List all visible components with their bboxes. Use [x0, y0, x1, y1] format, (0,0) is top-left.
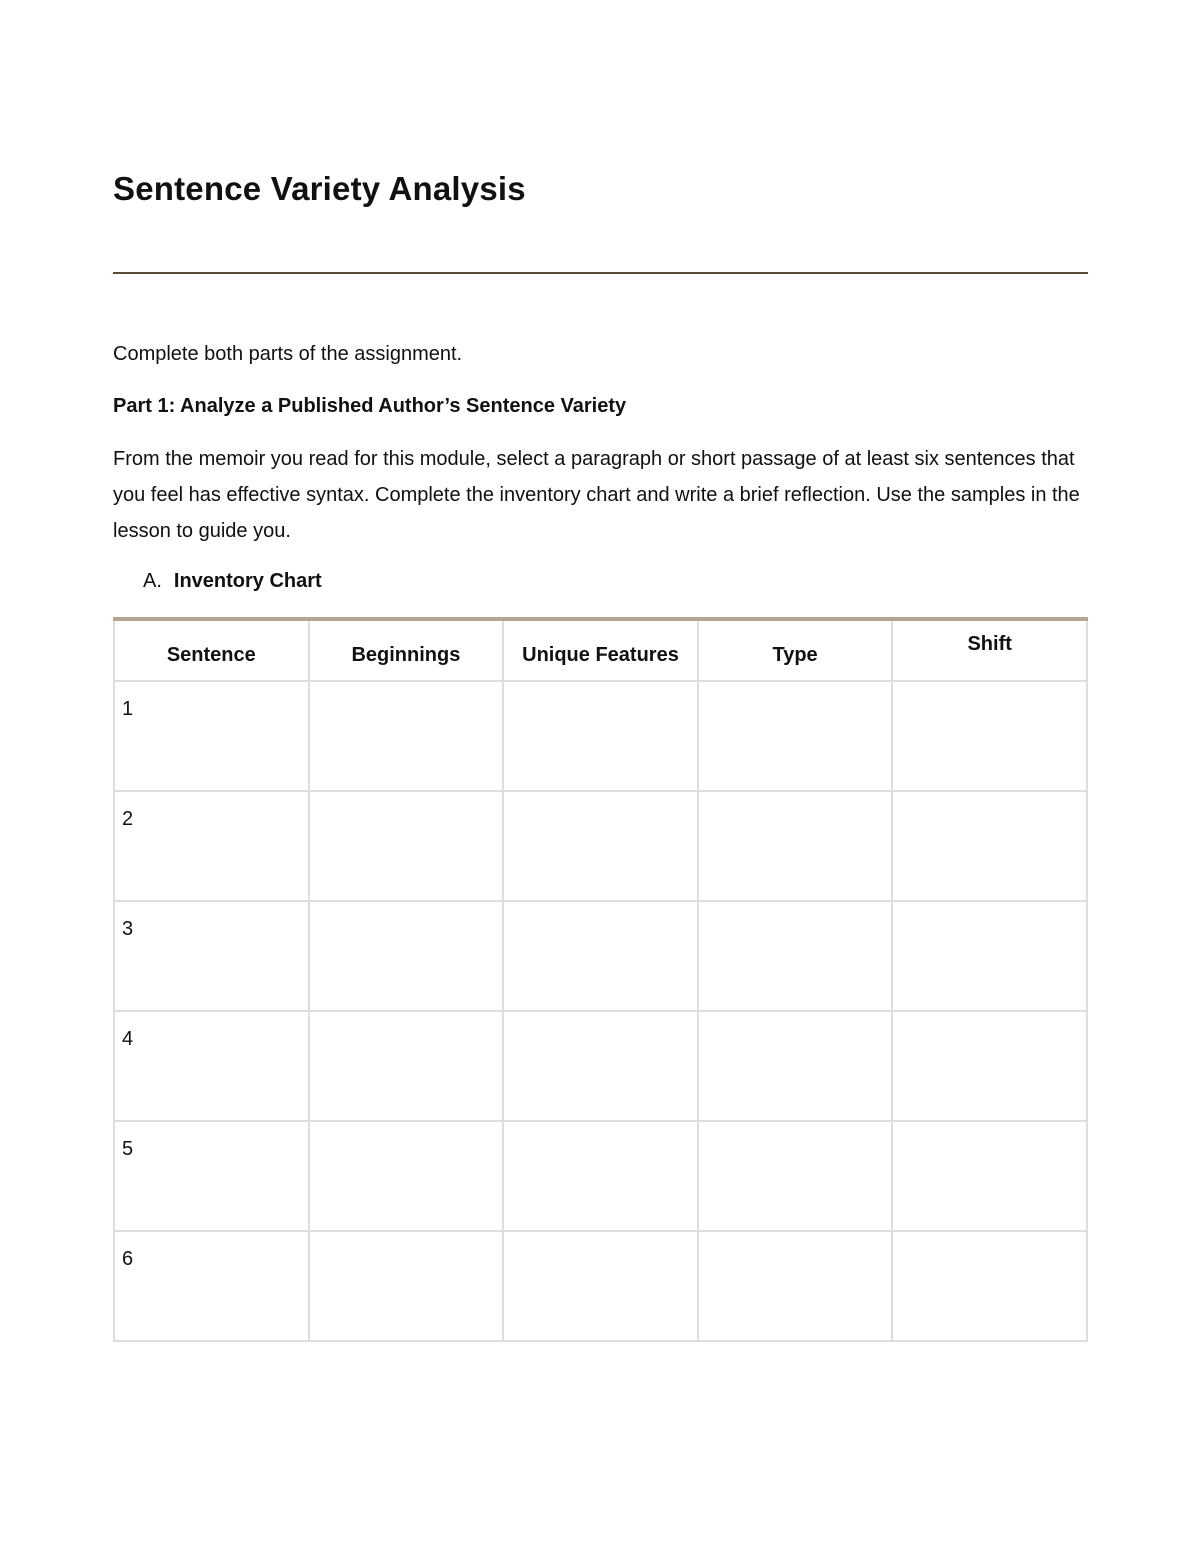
section-a-heading [143, 570, 322, 593]
part1-heading: Part 1: Analyze a Published Author’s Sentence Variety [113, 395, 627, 417]
unique-features-cell[interactable] [503, 681, 698, 791]
header-beginnings: Beginnings [309, 619, 504, 681]
table-header-row [114, 619, 1087, 681]
shift-cell[interactable] [892, 1121, 1087, 1231]
shift-cell[interactable] [892, 901, 1087, 1011]
table-row [114, 681, 1087, 791]
shift-cell[interactable] [892, 1231, 1087, 1341]
section-a-title: Inventory Chart [173, 570, 322, 592]
sentence-number-cell[interactable]: 2 [114, 791, 309, 901]
beginnings-cell[interactable] [309, 791, 504, 901]
table-row [114, 901, 1087, 1011]
shift-cell[interactable] [892, 1011, 1087, 1121]
table-row [114, 1011, 1087, 1121]
unique-features-cell[interactable] [503, 901, 698, 1011]
beginnings-cell[interactable] [309, 1121, 504, 1231]
page-title: Sentence Variety Analysis [113, 170, 526, 207]
beginnings-cell[interactable] [309, 1231, 504, 1341]
type-cell[interactable] [698, 681, 893, 791]
unique-features-cell[interactable] [503, 1011, 698, 1121]
sentence-number-cell[interactable]: 4 [114, 1011, 309, 1121]
table-row [114, 1121, 1087, 1231]
type-cell[interactable] [698, 791, 893, 901]
shift-cell[interactable] [892, 681, 1087, 791]
table-row [114, 1231, 1087, 1341]
shift-cell[interactable] [892, 791, 1087, 901]
type-cell[interactable] [698, 1011, 893, 1121]
table-row [114, 791, 1087, 901]
type-cell[interactable] [698, 901, 893, 1011]
title-divider [113, 272, 1088, 274]
type-cell[interactable] [698, 1231, 893, 1341]
header-shift: Shift [892, 619, 1087, 681]
intro-text: Complete both parts of the assignment. [113, 343, 463, 365]
part1-instructions: From the memoir you read for this module, select a paragraph or short passage of at least six sentences that you feel has effective syntax. Complete the inventory chart and write a brief reflection. Use the samples in the lesson to guide you. [113, 448, 1080, 542]
sentence-number-cell[interactable]: 6 [114, 1231, 309, 1341]
unique-features-cell[interactable] [503, 1231, 698, 1341]
inventory-chart-table [113, 617, 1088, 1342]
header-unique-features: Unique Features [503, 619, 698, 681]
section-a-letter: A. [143, 570, 162, 592]
sentence-number-cell[interactable]: 5 [114, 1121, 309, 1231]
header-sentence: Sentence [114, 619, 309, 681]
type-cell[interactable] [698, 1121, 893, 1231]
beginnings-cell[interactable] [309, 1011, 504, 1121]
beginnings-cell[interactable] [309, 901, 504, 1011]
header-type: Type [698, 619, 893, 681]
unique-features-cell[interactable] [503, 1121, 698, 1231]
sentence-number-cell[interactable]: 3 [114, 901, 309, 1011]
beginnings-cell[interactable] [309, 681, 504, 791]
sentence-number-cell[interactable]: 1 [114, 681, 309, 791]
unique-features-cell[interactable] [503, 791, 698, 901]
